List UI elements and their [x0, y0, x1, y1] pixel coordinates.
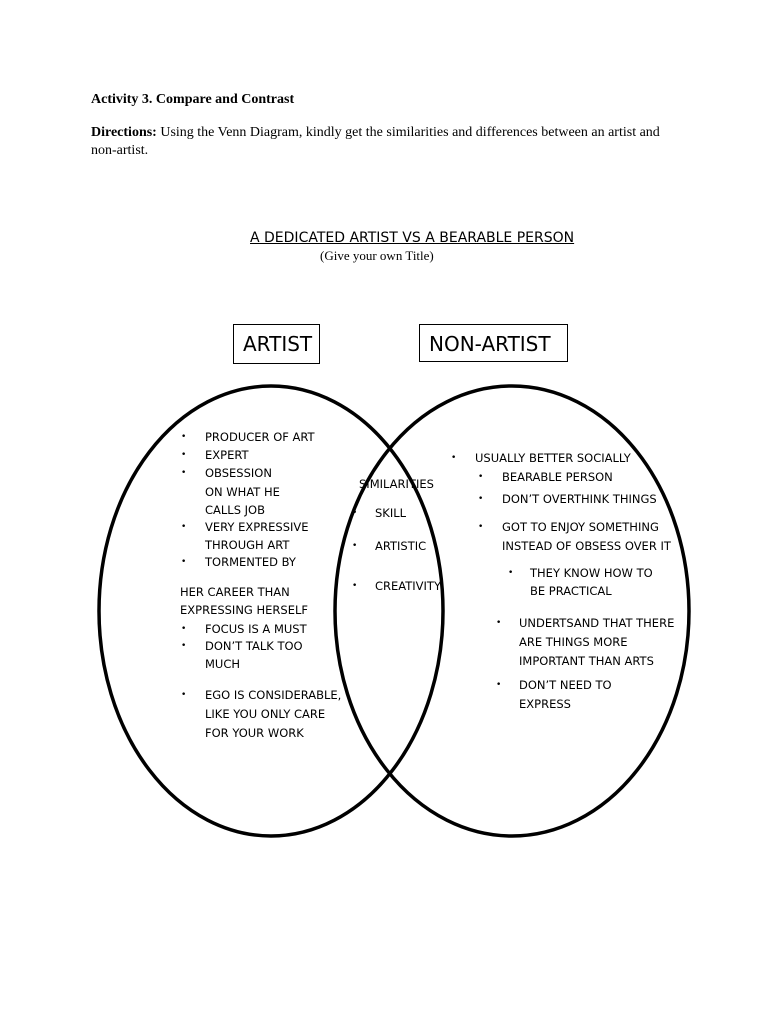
artist-item-ego-line3: FOR YOUR WORK [205, 726, 304, 740]
non-artist-item-express-line2: EXPRESS [519, 697, 571, 711]
bullet: • [181, 432, 187, 442]
non-artist-item-overthink: DON’T OVERTHINK THINGS [502, 492, 657, 506]
artist-item-talk-line1: DON’T TALK TOO [205, 639, 303, 653]
diagram-subtitle: (Give your own Title) [320, 248, 434, 263]
bullet: • [181, 690, 187, 700]
artist-item-ego-line2: LIKE YOU ONLY CARE [205, 707, 326, 721]
bullet: • [478, 472, 484, 482]
artist-item-tormented-line3: EXPRESSING HERSELF [180, 603, 308, 617]
bullet: • [181, 624, 187, 634]
bullet: • [181, 450, 187, 460]
similarities-heading: SIMILARITIES [359, 477, 434, 491]
directions-label: Directions: [91, 125, 157, 140]
artist-item-expressive-line2: THROUGH ART [205, 538, 290, 552]
artist-item-obsession-line1: OBSESSION [205, 466, 272, 480]
bullet: • [496, 618, 502, 628]
bullet: • [496, 680, 502, 690]
bullet: • [181, 522, 187, 532]
non-artist-item-enjoy-line1: GOT TO ENJOY SOMETHING [502, 520, 659, 534]
non-artist-item-understand-line1: UNDERTSAND THAT THERE [519, 616, 675, 630]
diagram-title: A DEDICATED ARTIST VS A BEARABLE PERSON [250, 230, 575, 246]
directions-text: Using the Venn Diagram, kindly get the similarities and differences between an artist and non-artist. [91, 125, 660, 158]
non-artist-item-understand-line3: IMPORTANT THAN ARTS [519, 654, 654, 668]
non-artist-item-understand-line2: ARE THINGS MORE [519, 635, 628, 649]
bullet: • [181, 557, 187, 567]
similarity-item-creativity: CREATIVITY [375, 579, 441, 593]
non-artist-item-practical-line2: BE PRACTICAL [530, 584, 612, 598]
activity-heading: Activity 3. Compare and Contrast [91, 92, 295, 107]
similarity-item-skill: SKILL [375, 506, 407, 520]
non-artist-item-practical-line1: THEY KNOW HOW TO [530, 566, 653, 580]
bullet: • [508, 568, 514, 578]
bullet: • [478, 522, 484, 532]
similarity-item-artistic: ARTISTIC [375, 539, 427, 553]
bullet: • [478, 494, 484, 504]
artist-item-expert: EXPERT [205, 448, 249, 462]
non-artist-item-enjoy-line2: INSTEAD OF OBSESS OVER IT [502, 539, 671, 553]
bullet: • [181, 641, 187, 651]
artist-item-obsession-line2: ON WHAT HE [205, 485, 280, 499]
artist-item-producer: PRODUCER OF ART [205, 430, 315, 444]
artist-item-ego-line1: EGO IS CONSIDERABLE, [205, 688, 342, 702]
artist-item-talk-line2: MUCH [205, 657, 241, 671]
artist-item-tormented-line1: TORMENTED BY [205, 555, 296, 569]
bullet: • [352, 541, 358, 551]
artist-item-focus: FOCUS IS A MUST [205, 622, 307, 636]
bullet: • [352, 581, 358, 591]
bullet: • [181, 468, 187, 478]
non-artist-item-bearable: BEARABLE PERSON [502, 470, 613, 484]
artist-item-tormented-line2: HER CAREER THAN [180, 585, 290, 599]
non-artist-label-box: NON-ARTIST [419, 324, 568, 362]
bullet: • [352, 508, 358, 518]
bullet: • [451, 453, 457, 463]
non-artist-item-express-line1: DON’T NEED TO [519, 678, 612, 692]
artist-item-expressive-line1: VERY EXPRESSIVE [205, 520, 309, 534]
artist-label-box: ARTIST [233, 324, 320, 364]
non-artist-item-socially: USUALLY BETTER SOCIALLY [475, 451, 631, 465]
artist-item-obsession-line3: CALLS JOB [205, 503, 265, 517]
